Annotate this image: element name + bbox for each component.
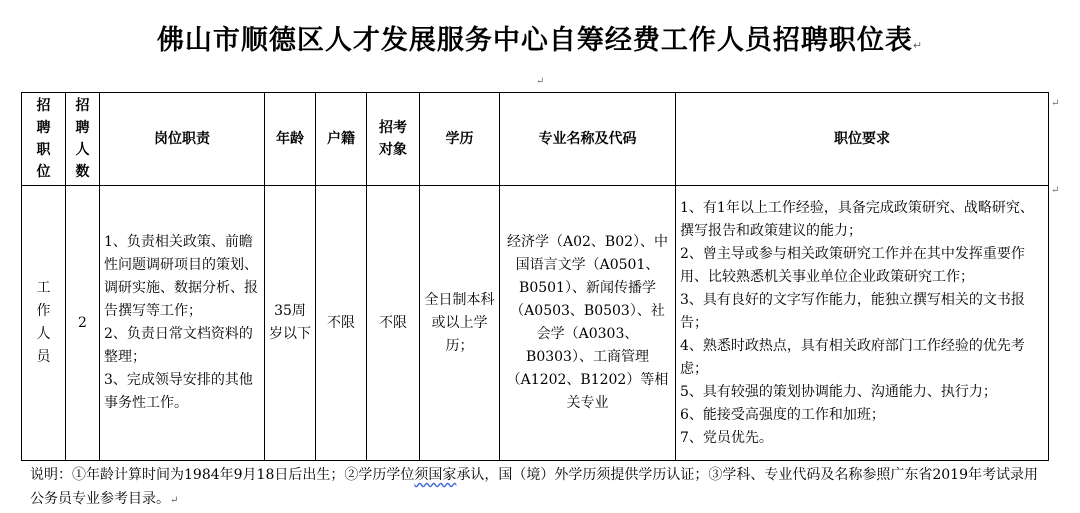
header-requirements-label: 职位要求 [834, 131, 890, 147]
cell-education [420, 186, 500, 461]
requirement-item: 3、具有良好的文字写作能力，能独立撰写相关的文书报告； [680, 291, 1025, 331]
cell-age-value: 35周岁以下 [269, 303, 311, 342]
header-age [265, 93, 316, 186]
cell-position-char: 作 [36, 303, 51, 319]
header-position-char: 招 [36, 98, 51, 114]
header-count-char: 人 [75, 142, 90, 158]
cell-major [500, 186, 676, 461]
paragraph-mark-icon: ↵ [536, 76, 545, 87]
paragraph-mark-icon: ↵ [912, 39, 924, 52]
cell-position-char: 员 [36, 349, 51, 365]
requirement-item: 1、有1年以上工作经验，具备完成政策研究、战略研究、撰写报告和政策建议的能力； [680, 199, 1034, 239]
footnote-text: 说明：①年龄计算时间为1984年9月18日后出生；②学历学位 [30, 467, 415, 483]
duty-item: 3、完成领导安排的其他事务性工作。 [104, 372, 253, 411]
header-target [367, 93, 420, 186]
requirement-item: 4、熟悉时政热点，具有相关政府部门工作经验的优先考虑； [680, 337, 1025, 377]
header-position [22, 93, 66, 186]
page-title [0, 18, 1080, 57]
cell-requirements [676, 186, 1049, 461]
cell-target [367, 186, 420, 461]
cell-major-value: 经济学（A02、B02）、中国语言文学（A0501、B0501）、新闻传播学（A0503、B0503）、社会学（A0303、B0303）、工商管理（A1202、B1202）等相关专业 [506, 234, 669, 411]
table-row [22, 186, 1049, 461]
cell-age [265, 186, 316, 461]
header-major-label: 专业名称及代码 [538, 131, 637, 147]
header-education-label: 学历 [445, 131, 474, 147]
duty-item: 2、负责日常文档资料的整理； [104, 326, 253, 365]
footnote [30, 463, 1045, 513]
cell-target-value: 不限 [379, 314, 407, 331]
requirement-item: 6、能接受高强度的工作和加班； [680, 406, 885, 423]
header-target-line: 对象 [379, 142, 407, 158]
footnote-text: 承认，国（境）外学历须提供学历认证；③学科、专业代码及名称参照广东省2019年考试录用公务员专业参考目录。 [30, 467, 1038, 507]
requirement-item: 5、具有较强的策划协调能力、沟通能力、执行力； [680, 383, 997, 400]
header-target-line: 招考 [379, 120, 407, 136]
footnote-underlined-text: 须国家 [414, 467, 457, 483]
cell-count-value: 2 [78, 314, 87, 331]
paragraph-mark-icon: ↵ [170, 495, 179, 506]
header-position-char: 位 [36, 164, 51, 180]
table-header-row [22, 93, 1049, 186]
cell-position [22, 186, 66, 461]
cell-position-char: 工 [36, 280, 51, 296]
duty-item: 1、负责相关政策、前瞻性问题调研项目的策划、调研实施、数据分析、报告撰写等工作； [104, 234, 258, 319]
requirement-item: 7、党员优先。 [680, 429, 773, 446]
cell-duties [100, 186, 265, 461]
header-hukou [316, 93, 367, 186]
header-count [66, 93, 100, 186]
header-requirements [676, 93, 1049, 186]
job-table [21, 92, 1049, 461]
header-count-char: 聘 [75, 120, 90, 136]
header-count-char: 数 [75, 164, 90, 180]
requirement-item: 2、曾主导或参与相关政策研究工作并在其中发挥重要作用、比较熟悉机关事业单位企业政策研究工作； [680, 245, 1025, 285]
header-age-label: 年龄 [276, 131, 304, 147]
page-title-text: 佛山市顺德区人才发展服务中心自筹经费工作人员招聘职位表 [156, 25, 913, 56]
header-position-char: 职 [36, 142, 51, 158]
cell-position-char: 人 [36, 326, 51, 342]
cell-hukou [316, 186, 367, 461]
paragraph-mark-icon: ↵ [1051, 98, 1060, 109]
header-major [500, 93, 676, 186]
header-hukou-label: 户籍 [327, 131, 355, 147]
cell-count [66, 186, 100, 461]
paragraph-mark-icon: ↵ [1051, 185, 1060, 196]
cell-education-value: 全日制本科或以上学历； [424, 291, 495, 354]
header-count-char: 招 [75, 98, 90, 114]
header-duties-label: 岗位职责 [154, 131, 210, 147]
header-education [420, 93, 500, 186]
cell-hukou-value: 不限 [327, 314, 355, 331]
header-position-char: 聘 [36, 120, 51, 136]
header-duties [100, 93, 265, 186]
